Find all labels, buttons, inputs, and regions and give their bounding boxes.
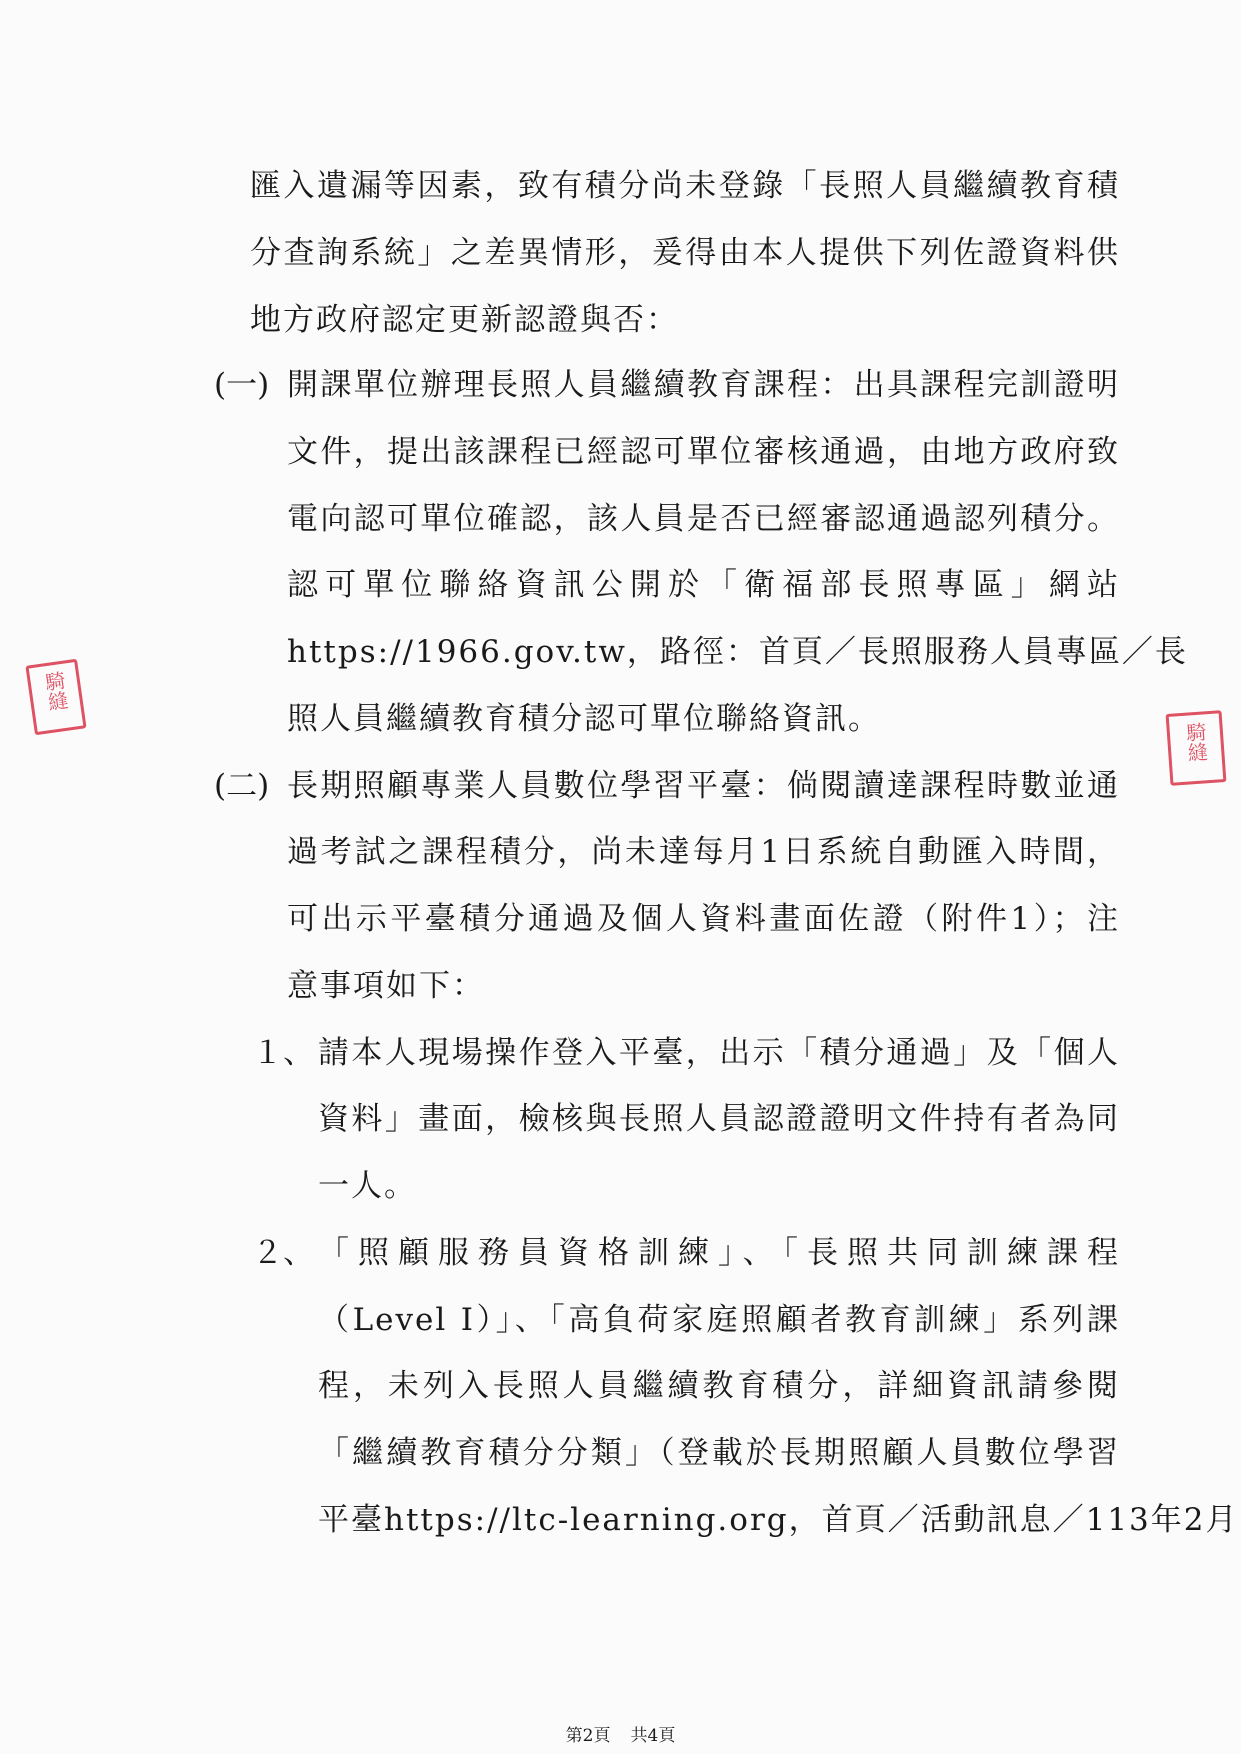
item-line: 照人員繼續教育積分認可單位聯絡資訊。 (287, 701, 881, 737)
intro-line: 地方政府認定更新認證與否： (250, 302, 679, 338)
item-line: 認可單位聯絡資訊公開於「衛福部長照專區」網站 (287, 567, 1120, 603)
item-line: 電向認可單位確認，該人員是否已經審認通過認列積分。 (287, 501, 1120, 537)
page-total: 共4頁 (630, 1726, 676, 1746)
note-line: （Level I）」、「高負荷家庭照顧者教育訓練」系列課 (318, 1302, 1120, 1338)
item-marker: (一) (214, 367, 270, 403)
note-marker: １、 (252, 1035, 314, 1071)
seal-stamp-text: 騎縫 (40, 669, 70, 713)
note-line: 程，未列入長照人員繼續教育積分，詳細資訊請參閱 (318, 1368, 1120, 1404)
note-line: 請本人現場操作登入平臺，出示「積分通過」及「個人 (318, 1035, 1120, 1071)
item-line: 可出示平臺積分通過及個人資料畫面佐證（附件1）；注 (287, 901, 1120, 937)
seal-stamp-text: 騎縫 (1182, 721, 1209, 763)
intro-line: 匯入遺漏等因素，致有積分尚未登錄「長照人員繼續教育積 (250, 168, 1120, 204)
note-line: 「繼續教育積分分類」（登載於長期照顧人員數位學習 (318, 1435, 1120, 1471)
item-line: 過考試之課程積分，尚未達每月1日系統自動匯入時間， (287, 834, 1120, 870)
seal-stamp-left (25, 659, 86, 736)
note-line: 一人。 (318, 1168, 417, 1204)
note-line: 平臺https://ltc-learning.org，首頁／活動訊息／113年2月 (318, 1502, 1239, 1538)
item-line: https://1966.gov.tw，路徑：首頁／長照服務人員專區／長 (287, 634, 1188, 670)
page-footer (0, 1726, 1241, 1746)
item-line: 文件，提出該課程已經認可單位審核通過，由地方政府致 (287, 434, 1120, 470)
seal-stamp-right (1166, 710, 1227, 786)
intro-line: 分查詢系統」之差異情形，爰得由本人提供下列佐證資料供 (250, 235, 1120, 271)
item-marker: (二) (214, 768, 270, 804)
page-number: 第2頁 (565, 1726, 611, 1746)
note-line: 「照顧服務員資格訓練」、「長照共同訓練課程 (318, 1235, 1120, 1271)
item-line: 長期照顧專業人員數位學習平臺：倘閱讀達課程時數並通 (287, 768, 1120, 804)
note-marker: ２、 (252, 1235, 314, 1271)
item-line: 開課單位辦理長照人員繼續教育課程：出具課程完訓證明 (287, 367, 1120, 403)
note-line: 資料」畫面，檢核與長照人員認證證明文件持有者為同 (318, 1101, 1120, 1137)
item-line: 意事項如下： (287, 968, 485, 1004)
